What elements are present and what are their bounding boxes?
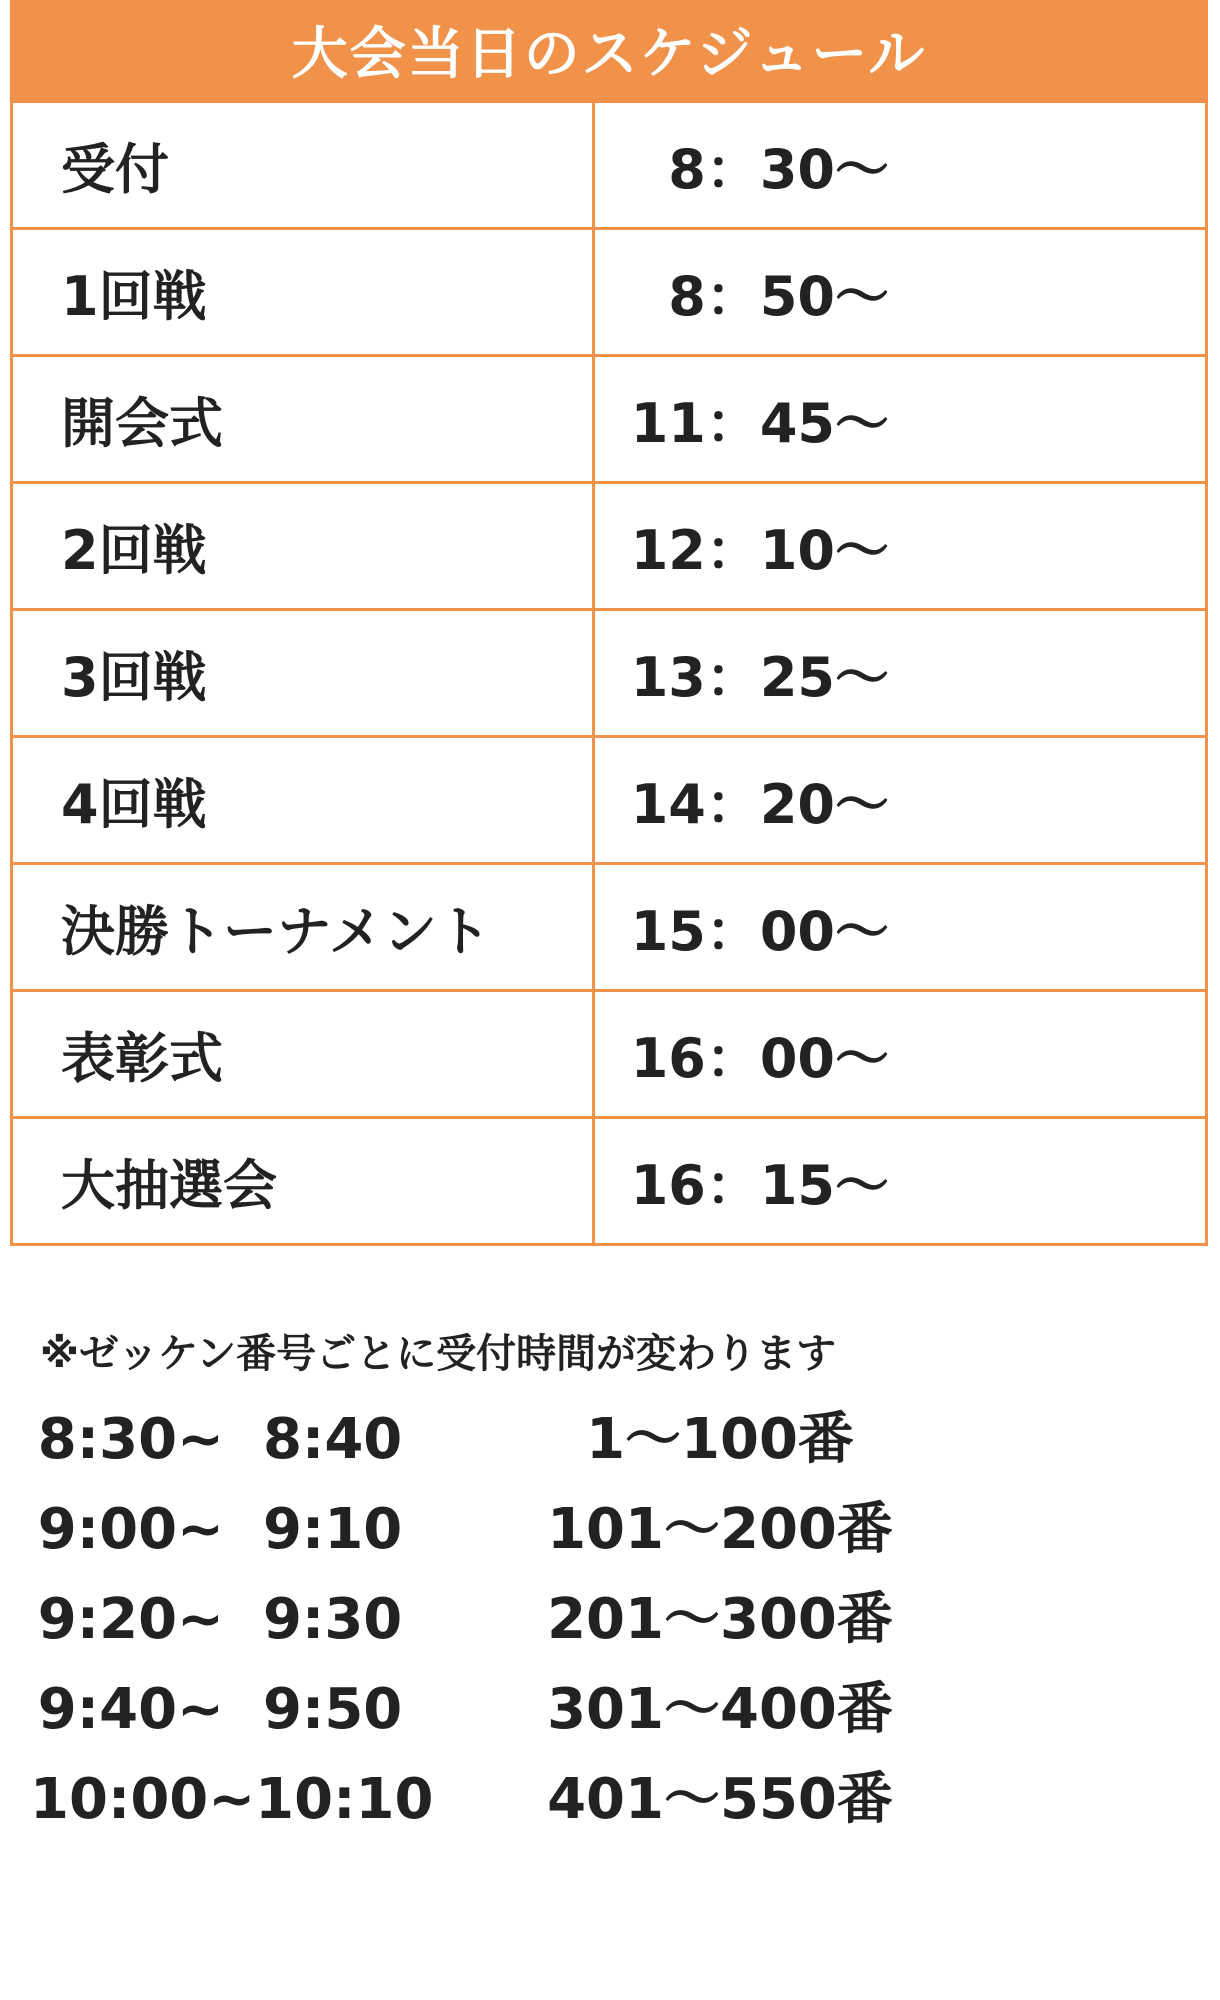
event-name: 決勝トーナメント [12, 864, 594, 991]
table-row [12, 737, 1207, 864]
list-item [0, 1665, 1220, 1755]
slot-number-range: 301〜400番 [547, 1677, 893, 1742]
event-time: 16：00〜 [630, 1026, 889, 1090]
event-name: 大抽選会 [12, 1118, 594, 1245]
schedule-table [10, 100, 1208, 1246]
event-name: 3回戦 [12, 610, 594, 737]
slot-time: 10:00~10:10 [30, 1767, 434, 1832]
list-item [0, 1485, 1220, 1575]
table-row [12, 229, 1207, 356]
event-name: 受付 [12, 102, 594, 229]
reception-slot-list [0, 1395, 1220, 1845]
event-time: 13：25〜 [630, 645, 889, 709]
table-row [12, 102, 1207, 229]
reception-note: ※ゼッケン番号ごとに受付時間が変わります [40, 1331, 837, 1377]
list-item [0, 1395, 1220, 1485]
slot-time: 9:40~ 9:50 [37, 1677, 403, 1742]
event-time: 11：45〜 [630, 391, 889, 455]
schedule-sheet [10, 0, 1208, 1246]
page-title: 大会当日のスケジュール [10, 0, 1208, 100]
slot-time: 9:00~ 9:10 [37, 1497, 403, 1562]
table-row [12, 991, 1207, 1118]
slot-time: 8:30~ 8:40 [37, 1407, 403, 1472]
event-name: 4回戦 [12, 737, 594, 864]
slot-number-range: 101〜200番 [547, 1497, 893, 1562]
table-row [12, 1118, 1207, 1245]
table-row [12, 483, 1207, 610]
event-name: 開会式 [12, 356, 594, 483]
slot-number-range: 201〜300番 [547, 1587, 893, 1652]
event-time: 12：10〜 [630, 518, 889, 582]
slot-time: 9:20~ 9:30 [37, 1587, 403, 1652]
event-name: 表彰式 [12, 991, 594, 1118]
event-name: 1回戦 [12, 229, 594, 356]
event-time: 8：50〜 [668, 264, 889, 328]
event-time: 14：20〜 [630, 772, 889, 836]
table-row [12, 610, 1207, 737]
event-time: 8：30〜 [668, 137, 889, 201]
slot-number-range: 401〜550番 [547, 1767, 893, 1832]
table-row [12, 356, 1207, 483]
list-item [0, 1575, 1220, 1665]
table-row [12, 864, 1207, 991]
event-time: 16：15〜 [630, 1153, 889, 1217]
list-item [0, 1755, 1220, 1845]
event-name: 2回戦 [12, 483, 594, 610]
event-time: 15：00〜 [630, 899, 889, 963]
slot-number-range: 1〜100番 [586, 1407, 854, 1472]
